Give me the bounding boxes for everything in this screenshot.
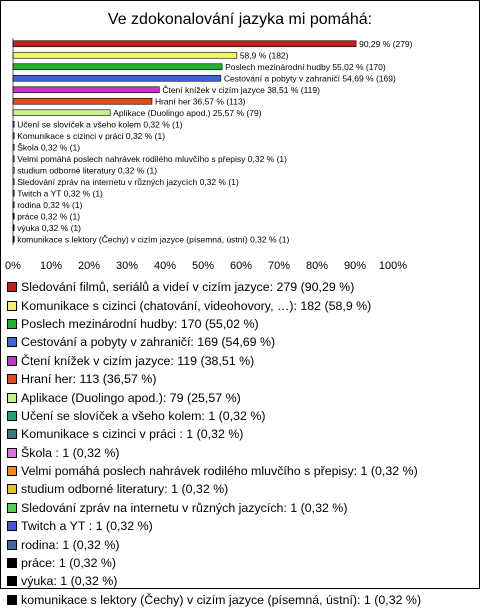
bar-label-17: komunikace s lektory (Čechy) v cizím jazyce (písemná, ústní) 0,32 % (1): [17, 234, 290, 245]
legend-item-15: [7, 554, 477, 572]
legend-swatch-3: [7, 337, 17, 347]
legend-text-0: Sledování filmů, seriálů a videí v cizím jazyce: 279 (90,29 %): [21, 280, 355, 295]
bar-label-11: studium odborné literatury 0,32 % (1): [17, 165, 158, 176]
bar-label-6: Aplikace (Duolingo apod.) 25,57 % (79): [113, 107, 262, 118]
legend-text-11: studium odborné literatury: 1 (0,32 %): [21, 482, 229, 497]
legend-item-6: [7, 388, 477, 406]
legend-item-1: [7, 296, 477, 314]
bar-label-7: Učení se slovíček a všeho kolem 0,32 % (1): [17, 119, 183, 130]
legend-text-10: Velmi pomáhá poslech nahrávek rodilého mluvčího s přepisy: 1 (0,32 %): [21, 464, 418, 479]
legend-swatch-9: [7, 448, 17, 458]
legend-text-6: Aplikace (Duolingo apod.): 79 (25,57 %): [21, 390, 241, 405]
bar-5: [13, 98, 152, 104]
bar-chart: [1, 1, 479, 277]
x-tick-label-9: 90%: [343, 260, 367, 272]
legend-swatch-1: [7, 301, 17, 311]
bar-label-12: Sledování zpráv na internetu v různých jazycích 0,32 % (1): [17, 176, 239, 187]
bar-label-0: 90,29 % (279): [359, 38, 413, 49]
bar-label-2: Poslech mezinárodní hudby 55,02 % (170): [225, 61, 386, 72]
bar-1: [13, 52, 237, 58]
legend-swatch-13: [7, 521, 17, 531]
legend-text-3: Cestování a pobyty v zahraničí: 169 (54,69 %): [21, 335, 276, 350]
legend-text-2: Poslech mezinárodní hudby: 170 (55,02 %): [21, 316, 259, 331]
legend-swatch-10: [7, 466, 17, 476]
legend-swatch-6: [7, 393, 17, 403]
legend-item-17: [7, 591, 477, 609]
x-tick-label-6: 60%: [229, 260, 253, 272]
legend-swatch-11: [7, 484, 17, 494]
legend-text-4: Čtení knížek v cizím jazyce: 119 (38,51 %): [21, 353, 255, 368]
legend-item-13: [7, 517, 477, 535]
bar-label-5: Hraní her 36,57 % (113): [154, 96, 246, 107]
legend-swatch-0: [7, 282, 17, 292]
bar-label-15: práce 0,32 % (1): [17, 211, 81, 222]
legend-text-8: Komunikace s cizinci v práci : 1 (0,32 %): [21, 427, 244, 442]
x-tick-label-8: 80%: [305, 260, 329, 272]
legend-text-12: Sledování zpráv na internetu v různých jazycích: 1 (0,32 %): [21, 500, 348, 515]
legend-item-8: [7, 425, 477, 443]
chart-legend: [7, 278, 477, 609]
bar-label-16: výuka 0,32 % (1): [17, 222, 81, 233]
legend-item-14: [7, 535, 477, 553]
legend-item-4: [7, 352, 477, 370]
legend-swatch-5: [7, 374, 17, 384]
legend-swatch-16: [7, 576, 17, 586]
x-tick-label-7: 70%: [267, 260, 291, 272]
bar-4: [13, 87, 159, 93]
x-tick-label-3: 30%: [115, 260, 139, 272]
legend-text-14: rodina: 1 (0,32 %): [21, 537, 120, 552]
x-tick-label-0: 0%: [5, 260, 21, 272]
legend-text-5: Hraní her: 113 (36,57 %): [21, 372, 157, 387]
legend-text-13: Twitch a YT : 1 (0,32 %): [21, 519, 153, 534]
legend-swatch-7: [7, 411, 17, 421]
legend-item-16: [7, 572, 477, 590]
legend-text-9: Škola : 1 (0,32 %): [21, 445, 120, 460]
bar-label-9: Škola 0,32 % (1): [17, 142, 81, 153]
chart-title: Ve zdokonalování jazyka mi pomáhá:: [107, 11, 373, 28]
legend-swatch-12: [7, 503, 17, 513]
bar-label-8: Komunikace s cizinci v práci 0,32 % (1): [17, 130, 166, 141]
bar-0: [13, 41, 356, 47]
legend-item-12: [7, 499, 477, 517]
legend-item-9: [7, 444, 477, 462]
bar-label-13: Twitch a YT 0,32 % (1): [17, 188, 103, 199]
bar-label-4: Čtení knížek v cizím jazyce 38,51 % (119): [162, 84, 320, 95]
legend-item-11: [7, 480, 477, 498]
x-tick-label-10: 100%: [378, 260, 408, 272]
legend-text-16: výuka: 1 (0,32 %): [21, 574, 118, 589]
legend-item-3: [7, 333, 477, 351]
legend-text-15: práce: 1 (0,32 %): [21, 556, 117, 571]
legend-text-7: Učení se slovíček a všeho kolem: 1 (0,32 %): [21, 408, 266, 423]
x-tick-label-5: 50%: [191, 260, 215, 272]
x-tick-label-2: 20%: [77, 260, 101, 272]
legend-swatch-14: [7, 540, 17, 550]
bar-label-14: rodina 0,32 % (1): [17, 199, 83, 210]
x-tick-label-1: 10%: [39, 260, 63, 272]
legend-item-2: [7, 315, 477, 333]
legend-item-0: [7, 278, 477, 296]
bar-label-1: 58,9 % (182): [239, 50, 289, 61]
legend-text-1: Komunikace s cizinci (chatování, videohovory, …): 182 (58,9 %): [21, 298, 372, 313]
legend-swatch-4: [7, 356, 17, 366]
legend-swatch-2: [7, 319, 17, 329]
legend-item-5: [7, 370, 477, 388]
legend-swatch-15: [7, 558, 17, 568]
legend-text-17: komunikace s lektory (Čechy) v cizím jazyce (písemná, ústní): 1 (0,32 %): [21, 592, 422, 607]
legend-swatch-17: [7, 595, 17, 605]
legend-swatch-8: [7, 429, 17, 439]
bar-label-3: Cestování a pobyty v zahraničí 54,69 % (169): [223, 73, 396, 84]
bar-6: [13, 110, 110, 116]
bar-2: [13, 64, 222, 70]
legend-item-10: [7, 462, 477, 480]
x-tick-label-4: 40%: [153, 260, 177, 272]
bar-3: [13, 75, 221, 81]
bar-label-10: Velmi pomáhá poslech nahrávek rodilého mluvčího s přepisy 0,32 % (1): [17, 153, 287, 164]
legend-item-7: [7, 407, 477, 425]
